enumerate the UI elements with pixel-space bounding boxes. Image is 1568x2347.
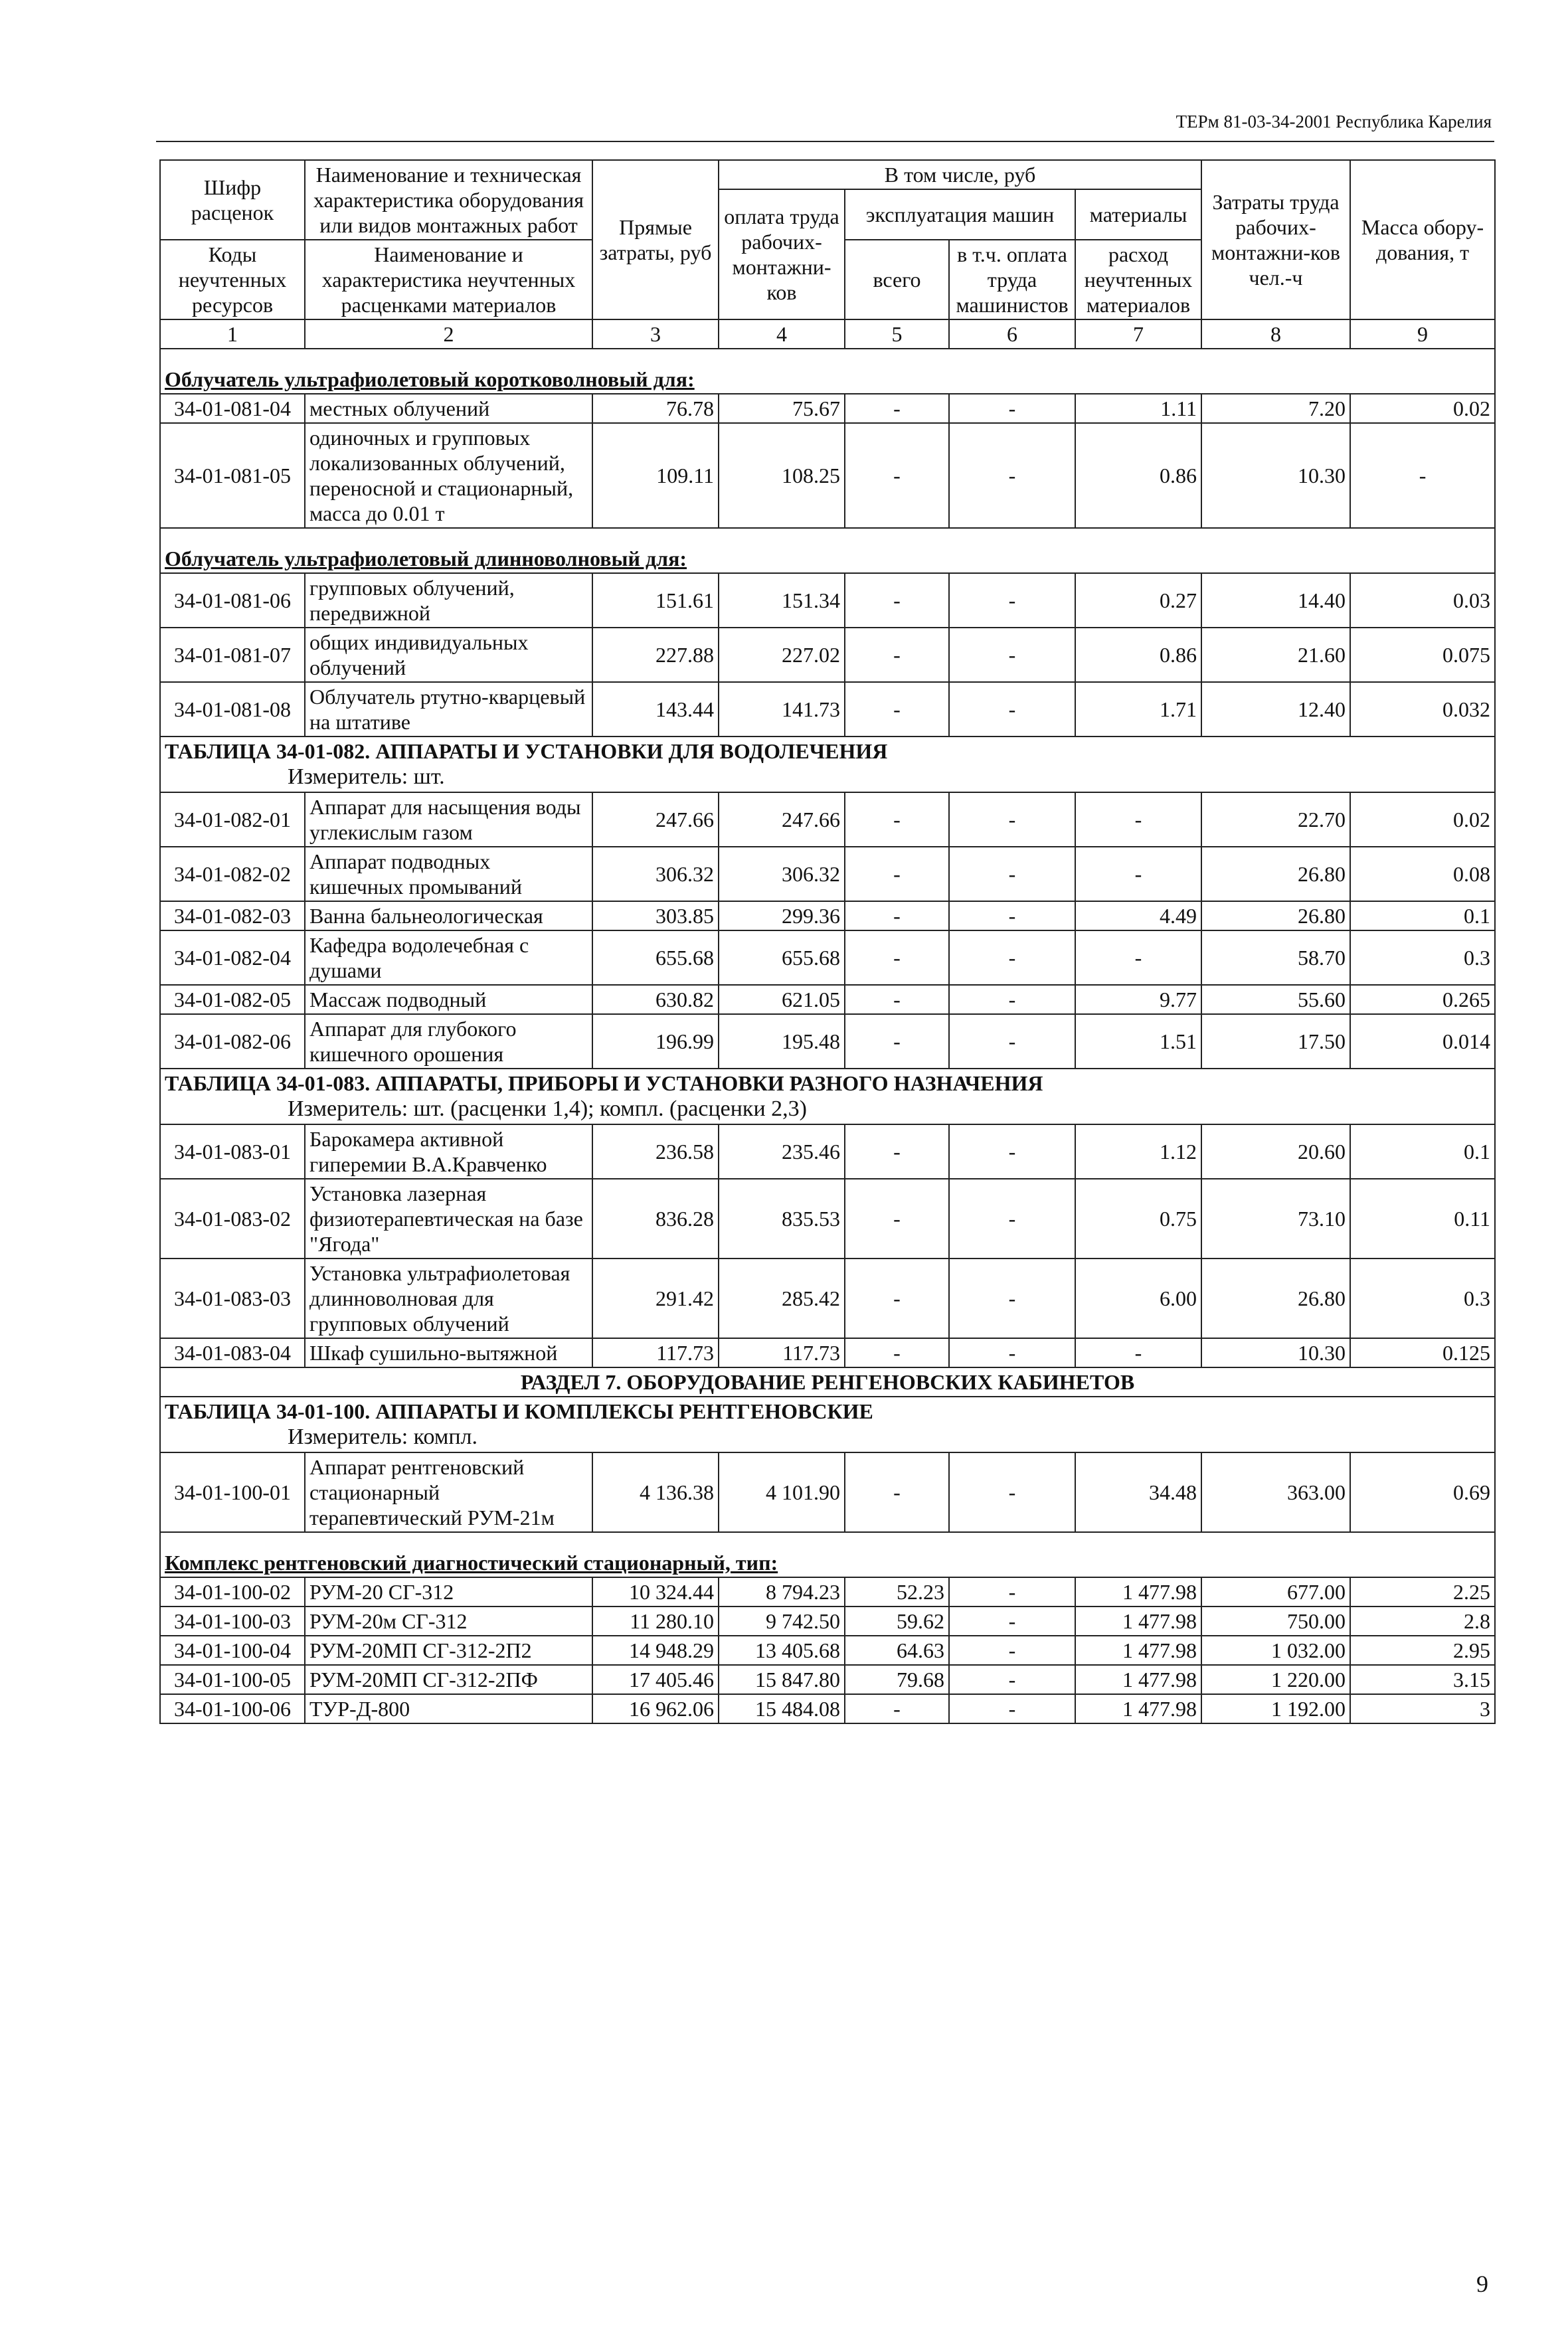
- value-cell: 21.60: [1201, 628, 1350, 682]
- value-cell: 227.88: [592, 628, 719, 682]
- value-cell: -: [845, 1179, 949, 1259]
- value-cell: -: [949, 901, 1075, 930]
- value-cell: 235.46: [719, 1124, 845, 1179]
- value-cell: -: [949, 394, 1075, 423]
- value-cell: 1 220.00: [1201, 1665, 1350, 1694]
- section-title: РАЗДЕЛ 7. ОБОРУДОВАНИЕ РЕНГЕНОВСКИХ КАБИНЕТОВ: [160, 1367, 1495, 1397]
- section-title-row: [160, 737, 1495, 792]
- value-cell: 0.86: [1075, 423, 1201, 528]
- column-numbers-row: [160, 319, 1495, 349]
- value-cell: 17 405.46: [592, 1665, 719, 1694]
- value-cell: 15 847.80: [719, 1665, 845, 1694]
- value-cell: 195.48: [719, 1014, 845, 1069]
- table-row: [160, 1665, 1495, 1694]
- value-cell: 0.125: [1350, 1338, 1495, 1367]
- table-title-text: ТАБЛИЦА 34-01-082. АППАРАТЫ И УСТАНОВКИ ДЛЯ ВОДОЛЕЧЕНИЯ: [165, 739, 888, 763]
- item-name: РУМ-20МП СГ-312-2ПФ: [305, 1665, 592, 1694]
- value-cell: -: [845, 985, 949, 1014]
- value-cell: 247.66: [592, 792, 719, 847]
- rate-code: 34-01-083-03: [160, 1259, 305, 1338]
- page-number: 9: [1476, 2271, 1488, 2297]
- value-cell: -: [949, 1014, 1075, 1069]
- value-cell: 1.11: [1075, 394, 1201, 423]
- item-name: Барокамера активной гиперемии В.А.Кравченко: [305, 1124, 592, 1179]
- value-cell: 55.60: [1201, 985, 1350, 1014]
- value-cell: -: [1075, 930, 1201, 985]
- table-row: [160, 1124, 1495, 1179]
- value-cell: -: [845, 847, 949, 901]
- value-cell: -: [949, 1607, 1075, 1636]
- rate-code: 34-01-100-06: [160, 1694, 305, 1723]
- table-row: [160, 423, 1495, 528]
- value-cell: -: [845, 1259, 949, 1338]
- rate-code: 34-01-100-03: [160, 1607, 305, 1636]
- value-cell: 17.50: [1201, 1014, 1350, 1069]
- value-cell: 0.02: [1350, 792, 1495, 847]
- value-cell: -: [949, 1636, 1075, 1665]
- rate-code: 34-01-082-02: [160, 847, 305, 901]
- table-header: [160, 160, 1495, 349]
- value-cell: 117.73: [592, 1338, 719, 1367]
- value-cell: 0.03: [1350, 573, 1495, 628]
- value-cell: 306.32: [719, 847, 845, 901]
- value-cell: 141.73: [719, 682, 845, 737]
- rate-code: 34-01-083-01: [160, 1124, 305, 1179]
- value-cell: -: [949, 1452, 1075, 1532]
- rate-code: 34-01-100-05: [160, 1665, 305, 1694]
- value-cell: 0.1: [1350, 1124, 1495, 1179]
- value-cell: 4.49: [1075, 901, 1201, 930]
- value-cell: 1 477.98: [1075, 1665, 1201, 1694]
- col-shifr: Шифр расценок: [160, 160, 305, 240]
- value-cell: 6.00: [1075, 1259, 1201, 1338]
- value-cell: 10.30: [1201, 423, 1350, 528]
- value-cell: -: [949, 1259, 1075, 1338]
- table-unit: Измеритель: компл.: [288, 1425, 478, 1449]
- value-cell: 196.99: [592, 1014, 719, 1069]
- col-num: 2: [305, 319, 592, 349]
- value-cell: 11 280.10: [592, 1607, 719, 1636]
- value-cell: 0.69: [1350, 1452, 1495, 1532]
- value-cell: 15 484.08: [719, 1694, 845, 1723]
- item-name: Установка лазерная физиотерапевтическая на базе "Ягода": [305, 1179, 592, 1259]
- value-cell: 13 405.68: [719, 1636, 845, 1665]
- col-labor: Затраты труда рабочих-монтажни-ков чел.-ч: [1201, 160, 1350, 319]
- value-cell: 20.60: [1201, 1124, 1350, 1179]
- item-name: Шкаф сушильно-вытяжной: [305, 1338, 592, 1367]
- value-cell: 26.80: [1201, 847, 1350, 901]
- item-name: РУМ-20МП СГ-312-2П2: [305, 1636, 592, 1665]
- value-cell: 0.032: [1350, 682, 1495, 737]
- value-cell: 64.63: [845, 1636, 949, 1665]
- value-cell: -: [1075, 847, 1201, 901]
- table-title: [160, 1069, 1495, 1124]
- value-cell: 306.32: [592, 847, 719, 901]
- table-row: [160, 1338, 1495, 1367]
- value-cell: 630.82: [592, 985, 719, 1014]
- rate-code: 34-01-082-04: [160, 930, 305, 985]
- value-cell: -: [845, 682, 949, 737]
- section-title-row: [160, 1069, 1495, 1124]
- item-name: Аппарат для насыщения воды углекислым газом: [305, 792, 592, 847]
- value-cell: 227.02: [719, 628, 845, 682]
- item-name: местных облучений: [305, 394, 592, 423]
- col-num: 8: [1201, 319, 1350, 349]
- table-row: [160, 628, 1495, 682]
- group-title: Облучатель ультрафиолетовый длинноволновый для:: [165, 547, 687, 570]
- value-cell: 14.40: [1201, 573, 1350, 628]
- section-title-row: [160, 349, 1495, 394]
- value-cell: -: [949, 847, 1075, 901]
- table-title-text: ТАБЛИЦА 34-01-083. АППАРАТЫ, ПРИБОРЫ И УСТАНОВКИ РАЗНОГО НАЗНАЧЕНИЯ: [165, 1071, 1043, 1095]
- col-incl: В том числе, руб: [719, 160, 1201, 189]
- value-cell: 0.3: [1350, 930, 1495, 985]
- value-cell: 10 324.44: [592, 1577, 719, 1607]
- col-mass: Масса обору-дования, т: [1350, 160, 1495, 319]
- section-title-row: [160, 1367, 1495, 1397]
- header-rule: [156, 141, 1494, 142]
- value-cell: 59.62: [845, 1607, 949, 1636]
- item-name: одиночных и групповых локализованных облучений, переносной и стационарный, масса до 0.01 т: [305, 423, 592, 528]
- col-machines: эксплуатация машин: [845, 189, 1075, 240]
- table-row: [160, 1452, 1495, 1532]
- value-cell: -: [949, 792, 1075, 847]
- value-cell: 26.80: [1201, 1259, 1350, 1338]
- table-row: [160, 930, 1495, 985]
- col-materials: материалы: [1075, 189, 1201, 240]
- value-cell: 1.51: [1075, 1014, 1201, 1069]
- item-name: Аппарат рентгеновский стационарный терапевтический РУМ-21м: [305, 1452, 592, 1532]
- table-row: [160, 1179, 1495, 1259]
- value-cell: 0.075: [1350, 628, 1495, 682]
- value-cell: -: [845, 792, 949, 847]
- col-kody: Коды неучтенных ресурсов: [160, 240, 305, 319]
- col-mat-use: расход неучтенных материалов: [1075, 240, 1201, 319]
- value-cell: 835.53: [719, 1179, 845, 1259]
- table-row: [160, 394, 1495, 423]
- value-cell: 3: [1350, 1694, 1495, 1723]
- item-name: Ванна бальнеологическая: [305, 901, 592, 930]
- value-cell: 363.00: [1201, 1452, 1350, 1532]
- table-row: [160, 1636, 1495, 1665]
- rate-code: 34-01-100-02: [160, 1577, 305, 1607]
- value-cell: 0.1: [1350, 901, 1495, 930]
- rate-code: 34-01-100-04: [160, 1636, 305, 1665]
- value-cell: -: [949, 1338, 1075, 1367]
- value-cell: 0.11: [1350, 1179, 1495, 1259]
- value-cell: 108.25: [719, 423, 845, 528]
- col-num: 7: [1075, 319, 1201, 349]
- table-row: [160, 901, 1495, 930]
- value-cell: -: [845, 394, 949, 423]
- value-cell: 1.12: [1075, 1124, 1201, 1179]
- table-row: [160, 1607, 1495, 1636]
- rate-code: 34-01-083-02: [160, 1179, 305, 1259]
- table-title: [160, 1397, 1495, 1452]
- value-cell: 9 742.50: [719, 1607, 845, 1636]
- table-unit: Измеритель: шт.: [288, 764, 445, 789]
- value-cell: 34.48: [1075, 1452, 1201, 1532]
- item-name: РУМ-20 СГ-312: [305, 1577, 592, 1607]
- value-cell: -: [845, 1694, 949, 1723]
- value-cell: 0.08: [1350, 847, 1495, 901]
- value-cell: -: [845, 901, 949, 930]
- col-num: 9: [1350, 319, 1495, 349]
- value-cell: 14 948.29: [592, 1636, 719, 1665]
- value-cell: -: [1075, 1338, 1201, 1367]
- value-cell: 0.27: [1075, 573, 1201, 628]
- value-cell: -: [845, 1338, 949, 1367]
- value-cell: -: [845, 930, 949, 985]
- value-cell: -: [1075, 792, 1201, 847]
- value-cell: 750.00: [1201, 1607, 1350, 1636]
- value-cell: 621.05: [719, 985, 845, 1014]
- value-cell: -: [845, 1124, 949, 1179]
- value-cell: 1 477.98: [1075, 1636, 1201, 1665]
- table-unit: Измеритель: шт. (расценки 1,4); компл. (расценки 2,3): [288, 1096, 807, 1121]
- table-row: [160, 985, 1495, 1014]
- rate-code: 34-01-081-06: [160, 573, 305, 628]
- table-row: [160, 573, 1495, 628]
- rate-code: 34-01-082-05: [160, 985, 305, 1014]
- rate-code: 34-01-081-05: [160, 423, 305, 528]
- value-cell: -: [949, 1694, 1075, 1723]
- value-cell: 3.15: [1350, 1665, 1495, 1694]
- value-cell: 1 477.98: [1075, 1607, 1201, 1636]
- col-name2: Наименование и характеристика неучтенных расценками материалов: [305, 240, 592, 319]
- value-cell: 1 477.98: [1075, 1577, 1201, 1607]
- value-cell: 26.80: [1201, 901, 1350, 930]
- col-pay: оплата труда рабочих-монтажни-ков: [719, 189, 845, 319]
- value-cell: -: [949, 1577, 1075, 1607]
- item-name: Установка ультрафиолетовая длинноволновая для групповых облучений: [305, 1259, 592, 1338]
- col-num: 3: [592, 319, 719, 349]
- value-cell: 151.61: [592, 573, 719, 628]
- item-name: Аппарат подводных кишечных промываний: [305, 847, 592, 901]
- table-row: [160, 682, 1495, 737]
- item-name: групповых облучений, передвижной: [305, 573, 592, 628]
- col-name1: Наименование и техническая характеристика оборудования или видов монтажных работ: [305, 160, 592, 240]
- value-cell: 247.66: [719, 792, 845, 847]
- value-cell: 1 477.98: [1075, 1694, 1201, 1723]
- rate-code: 34-01-081-08: [160, 682, 305, 737]
- value-cell: 291.42: [592, 1259, 719, 1338]
- value-cell: 4 101.90: [719, 1452, 845, 1532]
- rate-code: 34-01-082-06: [160, 1014, 305, 1069]
- item-name: Аппарат для глубокого кишечного орошения: [305, 1014, 592, 1069]
- col-direct: Прямые затраты, руб: [592, 160, 719, 319]
- value-cell: 79.68: [845, 1665, 949, 1694]
- table-row: [160, 1577, 1495, 1607]
- value-cell: 75.67: [719, 394, 845, 423]
- col-num: 1: [160, 319, 305, 349]
- value-cell: 22.70: [1201, 792, 1350, 847]
- value-cell: 285.42: [719, 1259, 845, 1338]
- value-cell: -: [949, 423, 1075, 528]
- value-cell: -: [845, 628, 949, 682]
- col-num: 4: [719, 319, 845, 349]
- section-title-row: [160, 528, 1495, 573]
- col-num: 5: [845, 319, 949, 349]
- value-cell: 236.58: [592, 1124, 719, 1179]
- value-cell: -: [949, 1179, 1075, 1259]
- item-name: Кафедра водолечебная с душами: [305, 930, 592, 985]
- value-cell: 655.68: [719, 930, 845, 985]
- value-cell: 9.77: [1075, 985, 1201, 1014]
- value-cell: 836.28: [592, 1179, 719, 1259]
- rate-code: 34-01-083-04: [160, 1338, 305, 1367]
- value-cell: 2.8: [1350, 1607, 1495, 1636]
- value-cell: 151.34: [719, 573, 845, 628]
- table-title: [160, 737, 1495, 792]
- value-cell: 0.3: [1350, 1259, 1495, 1338]
- value-cell: -: [949, 628, 1075, 682]
- value-cell: 109.11: [592, 423, 719, 528]
- value-cell: 1.71: [1075, 682, 1201, 737]
- value-cell: 0.265: [1350, 985, 1495, 1014]
- value-cell: 303.85: [592, 901, 719, 930]
- item-name: Облучатель ртутно-кварцевый на штативе: [305, 682, 592, 737]
- value-cell: 1 192.00: [1201, 1694, 1350, 1723]
- value-cell: -: [949, 1124, 1075, 1179]
- value-cell: 7.20: [1201, 394, 1350, 423]
- value-cell: 58.70: [1201, 930, 1350, 985]
- table-row: [160, 1014, 1495, 1069]
- group-title: Облучатель ультрафиолетовый коротковолновый для:: [165, 367, 695, 391]
- value-cell: 12.40: [1201, 682, 1350, 737]
- value-cell: 2.95: [1350, 1636, 1495, 1665]
- item-name: РУМ-20м СГ-312: [305, 1607, 592, 1636]
- rate-code: 34-01-082-01: [160, 792, 305, 847]
- value-cell: -: [949, 930, 1075, 985]
- value-cell: 117.73: [719, 1338, 845, 1367]
- value-cell: 0.86: [1075, 628, 1201, 682]
- value-cell: 0.02: [1350, 394, 1495, 423]
- item-name: Массаж подводный: [305, 985, 592, 1014]
- section-title-row: [160, 1532, 1495, 1577]
- value-cell: 677.00: [1201, 1577, 1350, 1607]
- value-cell: 0.75: [1075, 1179, 1201, 1259]
- rate-code: 34-01-100-01: [160, 1452, 305, 1532]
- value-cell: 16 962.06: [592, 1694, 719, 1723]
- value-cell: 76.78: [592, 394, 719, 423]
- table-row: [160, 847, 1495, 901]
- section-title-row: [160, 1397, 1495, 1452]
- table-body: [160, 349, 1495, 1723]
- value-cell: 2.25: [1350, 1577, 1495, 1607]
- value-cell: 10.30: [1201, 1338, 1350, 1367]
- value-cell: 655.68: [592, 930, 719, 985]
- value-cell: 0.014: [1350, 1014, 1495, 1069]
- rate-code: 34-01-081-07: [160, 628, 305, 682]
- group-title: Комплекс рентгеновский диагностический стационарный, тип:: [165, 1551, 778, 1575]
- value-cell: 52.23: [845, 1577, 949, 1607]
- col-num: 6: [949, 319, 1075, 349]
- value-cell: 4 136.38: [592, 1452, 719, 1532]
- value-cell: 299.36: [719, 901, 845, 930]
- value-cell: -: [845, 423, 949, 528]
- table-row: [160, 792, 1495, 847]
- table-row: [160, 1259, 1495, 1338]
- value-cell: 143.44: [592, 682, 719, 737]
- value-cell: -: [949, 985, 1075, 1014]
- value-cell: -: [845, 1014, 949, 1069]
- value-cell: -: [845, 1452, 949, 1532]
- value-cell: -: [949, 682, 1075, 737]
- table-row: [160, 1694, 1495, 1723]
- value-cell: -: [949, 1665, 1075, 1694]
- col-incl-pay: в т.ч. оплата труда машинистов: [949, 240, 1075, 319]
- table-title-text: ТАБЛИЦА 34-01-100. АППАРАТЫ И КОМПЛЕКСЫ РЕНТГЕНОВСКИЕ: [165, 1399, 873, 1423]
- item-name: ТУР-Д-800: [305, 1694, 592, 1723]
- document-header: ТЕРм 81-03-34-2001 Республика Карелия: [1176, 112, 1492, 131]
- value-cell: 8 794.23: [719, 1577, 845, 1607]
- col-total: всего: [845, 240, 949, 319]
- value-cell: -: [949, 573, 1075, 628]
- rates-table: [159, 159, 1496, 1724]
- value-cell: 73.10: [1201, 1179, 1350, 1259]
- value-cell: -: [845, 573, 949, 628]
- value-cell: -: [1350, 423, 1495, 528]
- item-name: общих индивидуальных облучений: [305, 628, 592, 682]
- value-cell: 1 032.00: [1201, 1636, 1350, 1665]
- rate-code: 34-01-081-04: [160, 394, 305, 423]
- rate-code: 34-01-082-03: [160, 901, 305, 930]
